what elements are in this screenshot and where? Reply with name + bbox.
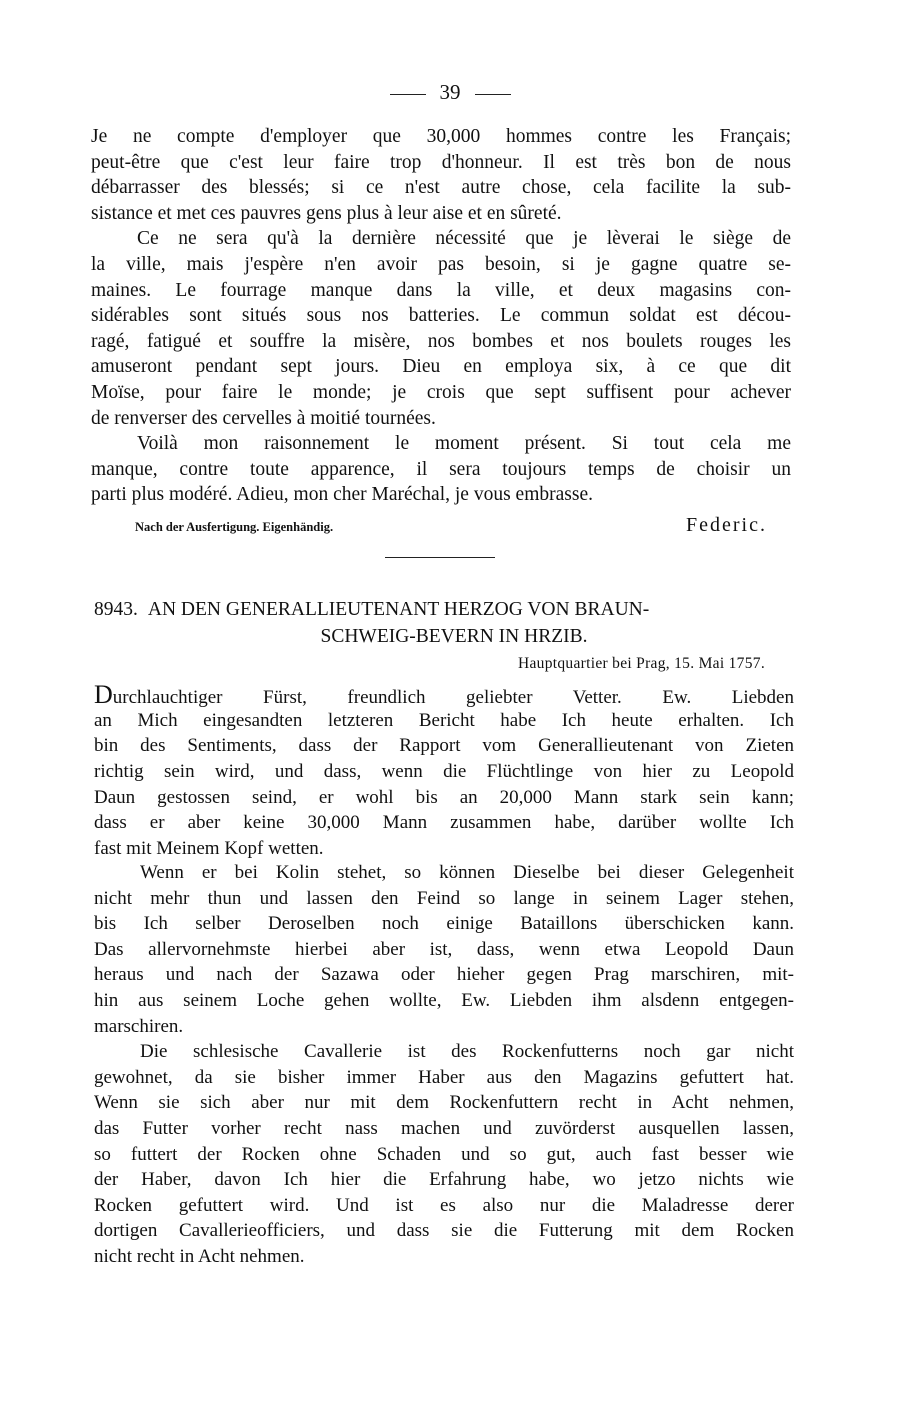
signature: Federic. [686,513,767,536]
text-line: an Mich eingesandten letzteren Bericht habe Ich heute erhalten. Ich [94,709,794,731]
header-rule-left [390,94,426,95]
source-note: Nach der Ausfertigung. Eigenhändig. [135,519,334,534]
text-line: so futtert der Rocken ohne Schaden und so gut, auch fast besser wie [94,1143,794,1165]
text-line: Die schlesische Cavallerie ist des Rockenfutterns noch gar nicht [140,1041,794,1063]
text-line: bin des Sentiments, dass der Rapport vom Generallieutenant von Zieten [94,735,794,757]
dateline: Hauptquartier bei Prag, 15. Mai 1757. [518,655,765,672]
text-line: manque, contre toute apparence, il sera toujours temps de choisir un [91,458,791,480]
text-line: das Futter vorher recht nass machen und zuvörderst ausquellen lassen, [94,1117,794,1139]
text-line: maines. Le fourrage manque dans la ville, et deux magasins con- [91,279,791,301]
text-line: débarrasser des blessés; si ce n'est autre chose, cela facilite la sub- [91,177,791,199]
text-line: der Haber, davon Ich hier die Erfahrung habe, wo jetzo nichts wie [94,1169,794,1191]
signoff [91,514,791,544]
text-line: hin aus seinem Loche gehen wollte, Ew. Liebden ihm alsdenn entgegen- [94,989,794,1011]
text-line: la ville, mais j'espère n'en avoir pas besoin, si je gagne quatre se- [91,253,791,275]
section-divider [385,557,495,558]
text-line: Rocken gefuttert wird. Und ist es also nur die Maladresse derer [94,1194,794,1216]
letter-8942-continuation [91,124,791,544]
text-line: fast mit Meinem Kopf wetten. [94,837,324,859]
text-line: sidérables sont situés sous nos batteries. Le commun soldat est décou- [91,305,791,327]
first-line-text: urchlauchtiger Fürst, freundlich geliebter Vetter. Ew. Liebden [112,687,794,708]
page-header [0,80,900,105]
text-line: Moïse, pour faire le monde; je crois que sept suffisent pour achever [91,381,791,403]
text-line: Wenn sie sich aber nur mit dem Rockenfuttern recht in Acht nehmen, [94,1092,794,1114]
text-line: nicht recht in Acht nehmen. [94,1245,305,1267]
text-line [94,682,794,708]
text-line: bis Ich selber Deroselben noch einige Bataillons überschicken kann. [94,913,794,935]
page-number: 39 [439,80,461,104]
text-line: parti plus modéré. Adieu, mon cher Maréchal, je vous embrasse. [91,484,593,506]
text-line: ragé, fatigué et souffre la misère, nos bombes et nos boulets rouges les [91,330,791,352]
text-line: peut-être que c'est leur faire trop d'honneur. Il est très bon de nous [91,151,791,173]
text-line: Ce ne sera qu'à la dernière nécessité que je lèverai le siège de [137,228,791,250]
header-rule-right [475,94,511,95]
text-line: sistance et met ces pauvres gens plus à leur aise et en sûreté. [91,202,562,224]
text-line: heraus und nach der Sazawa oder hieher gegen Prag marschiren, mit- [94,964,794,986]
text-line: de renverser des cervelles à moitié tournées. [91,407,436,429]
text-line: amuseront pendant sept jours. Dieu en employa six, à ce que dit [91,356,791,378]
text-line: dass er aber keine 30,000 Mann zusammen habe, darüber wollte Ich [94,812,794,834]
text-line: dortigen Cavallerieofficiers, und dass sie die Futterung mit dem Rocken [94,1220,794,1242]
text-line: Das allervornehmste hierbei aber ist, dass, wenn etwa Leopold Daun [94,938,794,960]
letter-number: 8943. [94,599,138,620]
text-line: Voilà mon raisonnement le moment présent. Si tout cela me [137,433,791,455]
letter-heading [94,596,794,650]
text-line: richtig sein wird, und dass, wenn die Flüchtlinge von hier zu Leopold [94,760,794,782]
text-line: Daun gestossen seind, er wohl bis an 20,000 Mann stark sein kann; [94,786,794,808]
heading-line-1: AN DEN GENERALLIEUTENANT HERZOG VON BRAUN- [147,599,650,620]
text-line: marschiren. [94,1015,184,1037]
text-line: gewohnet, da sie bisher immer Haber aus den Magazins gefuttert hat. [94,1066,794,1088]
text-line: nicht mehr thun und lassen den Feind so lange in seinem Lager stehen, [94,887,794,909]
letter-8943-body [94,682,794,861]
letter-8943-body-continued [94,860,794,1270]
text-line: Je ne compte d'employer que 30,000 hommes contre les Français; [91,126,791,147]
heading-line-2: SCHWEIG-BEVERN IN HRZIB. [320,626,588,647]
initial-letter: D [94,680,113,709]
text-line: Wenn er bei Kolin stehet, so können Dieselbe bei dieser Gelegenheit [140,862,794,883]
